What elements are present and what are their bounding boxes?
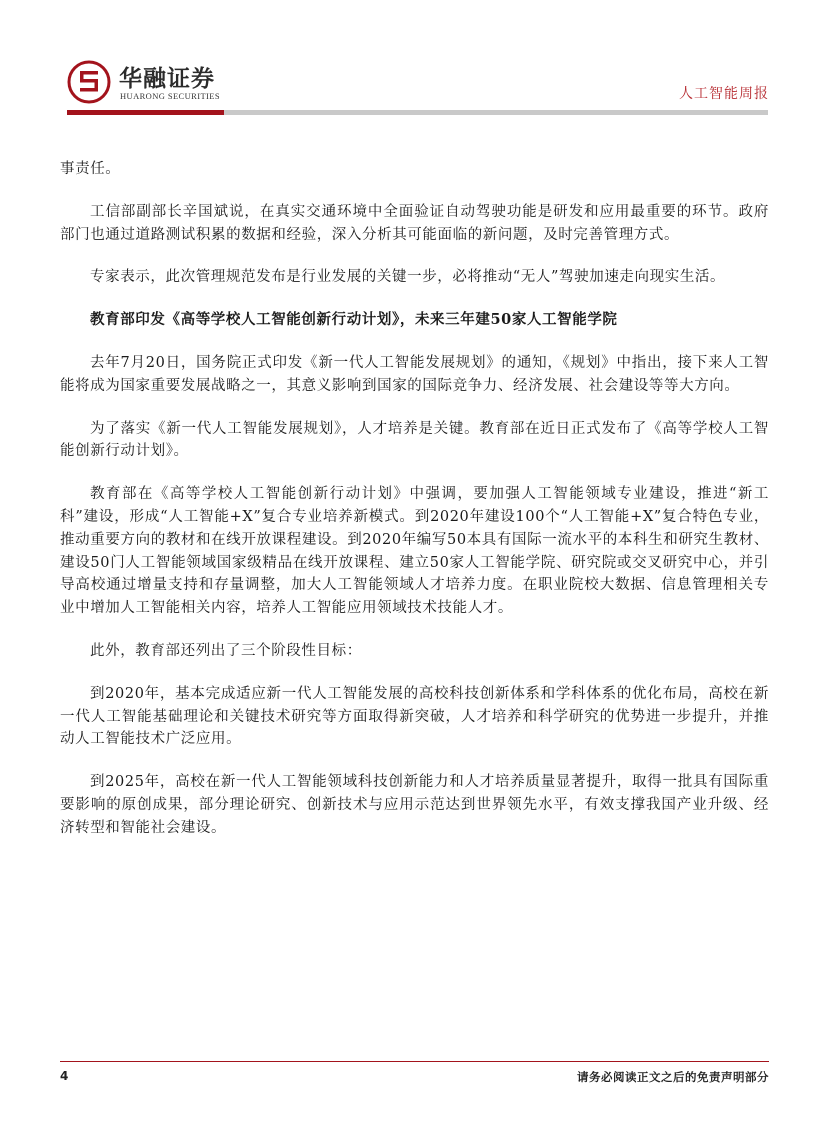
header-divider-red bbox=[67, 110, 224, 115]
brand-subtitle: HUARONG SECURITIES bbox=[120, 91, 220, 101]
section-heading: 教育部印发《高等学校人工智能创新行动计划》，未来三年建50家人工智能学院 bbox=[90, 311, 618, 329]
brand-name: 华融证券 bbox=[119, 66, 215, 92]
paragraph: 专家表示，此次管理规范发布是行业发展的关键一步，必将推动“无人”驾驶加速走向现实生活。 bbox=[90, 269, 726, 286]
page-number: 4 bbox=[60, 1069, 69, 1083]
report-type-label: 人工智能周报 bbox=[679, 86, 769, 102]
page-header bbox=[0, 0, 827, 120]
huarong-logo-icon bbox=[67, 60, 111, 104]
footer-divider bbox=[60, 1061, 769, 1062]
paragraph: 到2025年，高校在新一代人工智能领域科技创新能力和人才培养质量显著提升，取得一批具有国际重要影响的原创成果，部分理论研究、创新技术与应用示范达到世界领先水平，有效支撑我国产业升级、经济转型和智能社会建设。 bbox=[60, 774, 769, 836]
paragraph: 事责任。 bbox=[60, 161, 121, 177]
header-divider-gray bbox=[224, 110, 768, 115]
paragraph: 此外，教育部还列出了三个阶段性目标： bbox=[90, 642, 362, 659]
main-content bbox=[60, 158, 769, 860]
paragraph: 教育部在《高等学校人工智能创新行动计划》中强调，要加强人工智能领域专业建设，推进“新工科”建设，形成“人工智能+X”复合专业培养新模式。到2020年建设100个“人工智能+X”复合特色专业，推动重要方向的教材和在线开放课程建设。到2020年编写50本具有国际一流水平的本科生和研究生教材、建设50门人工智能领域国家级精品在线开放课程、建立50家人工智能学院、研究院或交叉研究中心，并引导高校通过增量支持和存量调整，加大人工智能领域人才培养力度。在职业院校大数据、信息管理相关专业中增加人工智能相关内容，培养人工智能应用领域技术技能人才。 bbox=[60, 486, 769, 617]
paragraph: 为了落实《新一代人工智能发展规划》，人才培养是关键。教育部在近日正式发布了《高等学校人工智能创新行动计划》。 bbox=[60, 420, 769, 460]
paragraph: 工信部副部长辛国斌说，在真实交通环境中全面验证自动驾驶功能是研发和应用最重要的环节。政府部门也通过道路测试积累的数据和经验，深入分析其可能面临的新问题，及时完善管理方式。 bbox=[60, 203, 769, 243]
paragraph: 去年7月20日，国务院正式印发《新一代人工智能发展规划》的通知，《规划》中指出，接下来人工智能将成为国家重要发展战略之一，其意义影响到国家的国际竞争力、经济发展、社会建设等等大方向。 bbox=[60, 354, 769, 394]
disclaimer-note: 请务必阅读正文之后的免责声明部分 bbox=[577, 1070, 769, 1084]
paragraph: 到2020年，基本完成适应新一代人工智能发展的高校科技创新体系和学科体系的优化布局，高校在新一代人工智能基础理论和关键技术研究等方面取得新突破，人才培养和科学研究的优势进一步提升，并推动人工智能技术广泛应用。 bbox=[60, 685, 769, 748]
